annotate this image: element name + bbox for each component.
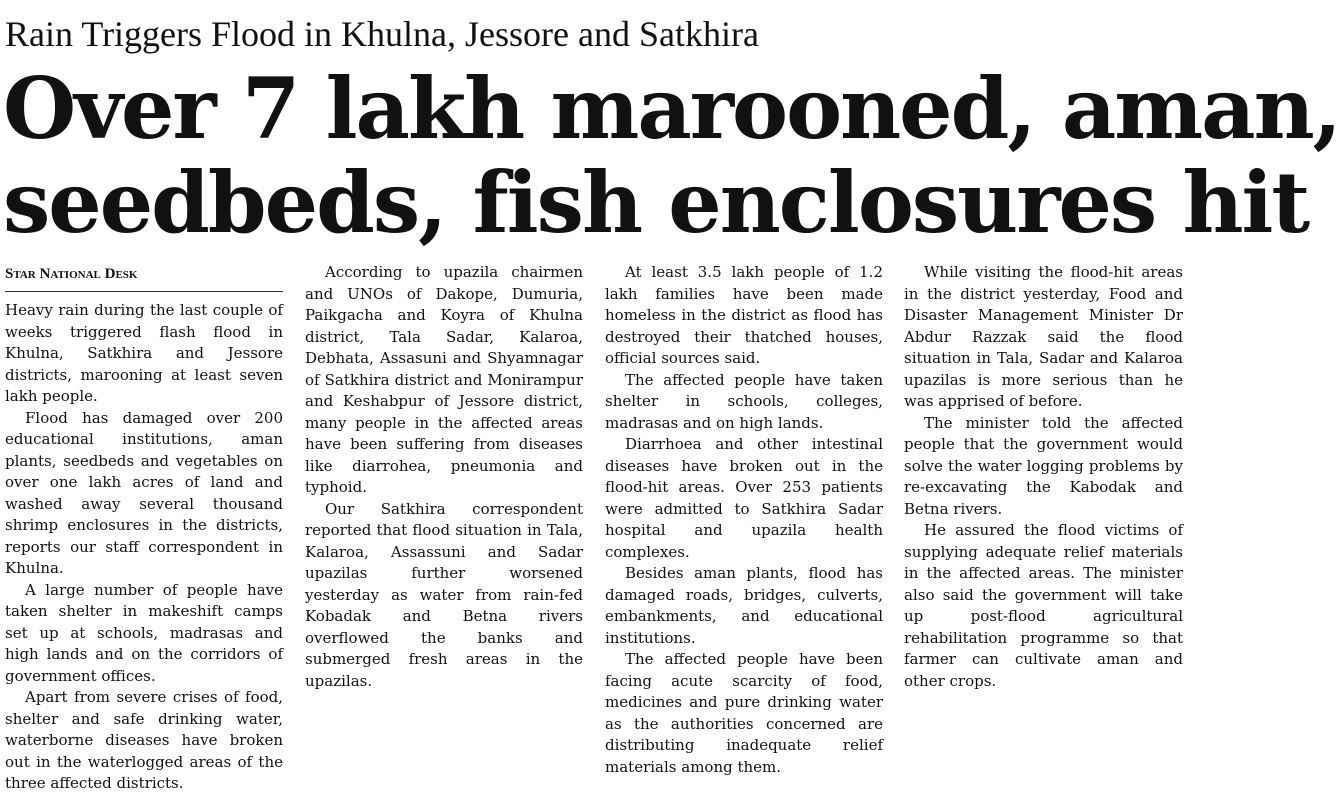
article-paragraph: He assured the flood victims of supplying adequate relief materials in the affected areas. The minister also said the government will take up post-flood agricultural rehabilitation programme so that farmer can cultivate aman and other crops.: [904, 521, 1183, 690]
article-column-2: [305, 262, 583, 692]
article-paragraph: Flood has damaged over 200 educational institutions, aman plants, seedbeds and vegetables on over one lakh acres of land and washed away several thousand shrimp enclosures in the districts, reports our staff correspondent in Khulna.: [5, 408, 283, 577]
headline: [3, 59, 1340, 252]
headline-line-1: Over 7 lakh marooned, aman,: [3, 59, 1340, 158]
article-paragraph: Besides aman plants, flood has damaged roads, bridges, culverts, embankments, and educational institutions.: [605, 564, 883, 647]
article-paragraph: While visiting the flood-hit areas in the district yesterday, Food and Disaster Management Minister Dr Abdur Razzak said the flood situation in Tala, Sadar and Kalaroa upazilas is more serious than he was apprised of before.: [904, 263, 1183, 410]
article-paragraph: Our Satkhira correspondent reported that flood situation in Tala, Kalaroa, Assassuni and Sadar upazilas further worsened yesterday as water from rain-fed Kobadak and Betna rivers overflowed the banks and submerged fresh areas in the upazilas.: [305, 499, 583, 690]
article-paragraph: Apart from severe crises of food, shelter and safe drinking water, waterborne diseases have broken out in the waterlogged areas of the three affected districts.: [5, 688, 283, 792]
article-paragraph: At least 3.5 lakh people of 1.2 lakh families have been made homeless in the district as flood has destroyed their thatched houses, official sources said.: [605, 263, 883, 367]
article-paragraph: The affected people have taken shelter in schools, colleges, madrasas and on high lands.: [605, 370, 883, 432]
article-paragraph: The minister told the affected people that the government would solve the water logging problems by re-excavating the Kabodak and Betna rivers.: [904, 413, 1183, 518]
article-column-4: [904, 262, 1183, 692]
article-paragraph: Heavy rain during the last couple of weeks triggered flash flood in Khulna, Satkhira and Jessore districts, marooning at least seven lakh people.: [5, 301, 283, 405]
byline: Star National Desk: [5, 264, 283, 292]
article-column-3: [605, 262, 883, 778]
article-paragraph: Diarrhoea and other intestinal diseases have broken out in the flood-hit areas. Over 253 patients were admitted to Satkhira Sadar hospital and upazila health complexes.: [605, 435, 883, 561]
headline-line-2: seedbeds, fish enclosures hit: [3, 153, 1309, 252]
article-paragraph: According to upazila chairmen and UNOs of Dakope, Dumuria, Paikgacha and Koyra of Khulna district, Tala Sadar, Kalaroa, Debhata, Assasuni and Shyamnagar of Satkhira district and Monirampur and Keshabpur of Jessore district, many people in the affected areas have been suffering from diseases like diarrohea, pneumonia and typhoid.: [305, 263, 583, 496]
article-paragraph: The affected people have been facing acute scarcity of food, medicines and pure drinking water as the authorities concerned are distributing inadequate relief materials among them.: [605, 650, 883, 776]
article-column-1: [5, 262, 283, 795]
kicker: Rain Triggers Flood in Khulna, Jessore and Satkhira: [5, 14, 759, 54]
article-paragraph: A large number of people have taken shelter in makeshift camps set up at schools, madrasas and high lands and on the corridors of government offices.: [5, 580, 283, 685]
